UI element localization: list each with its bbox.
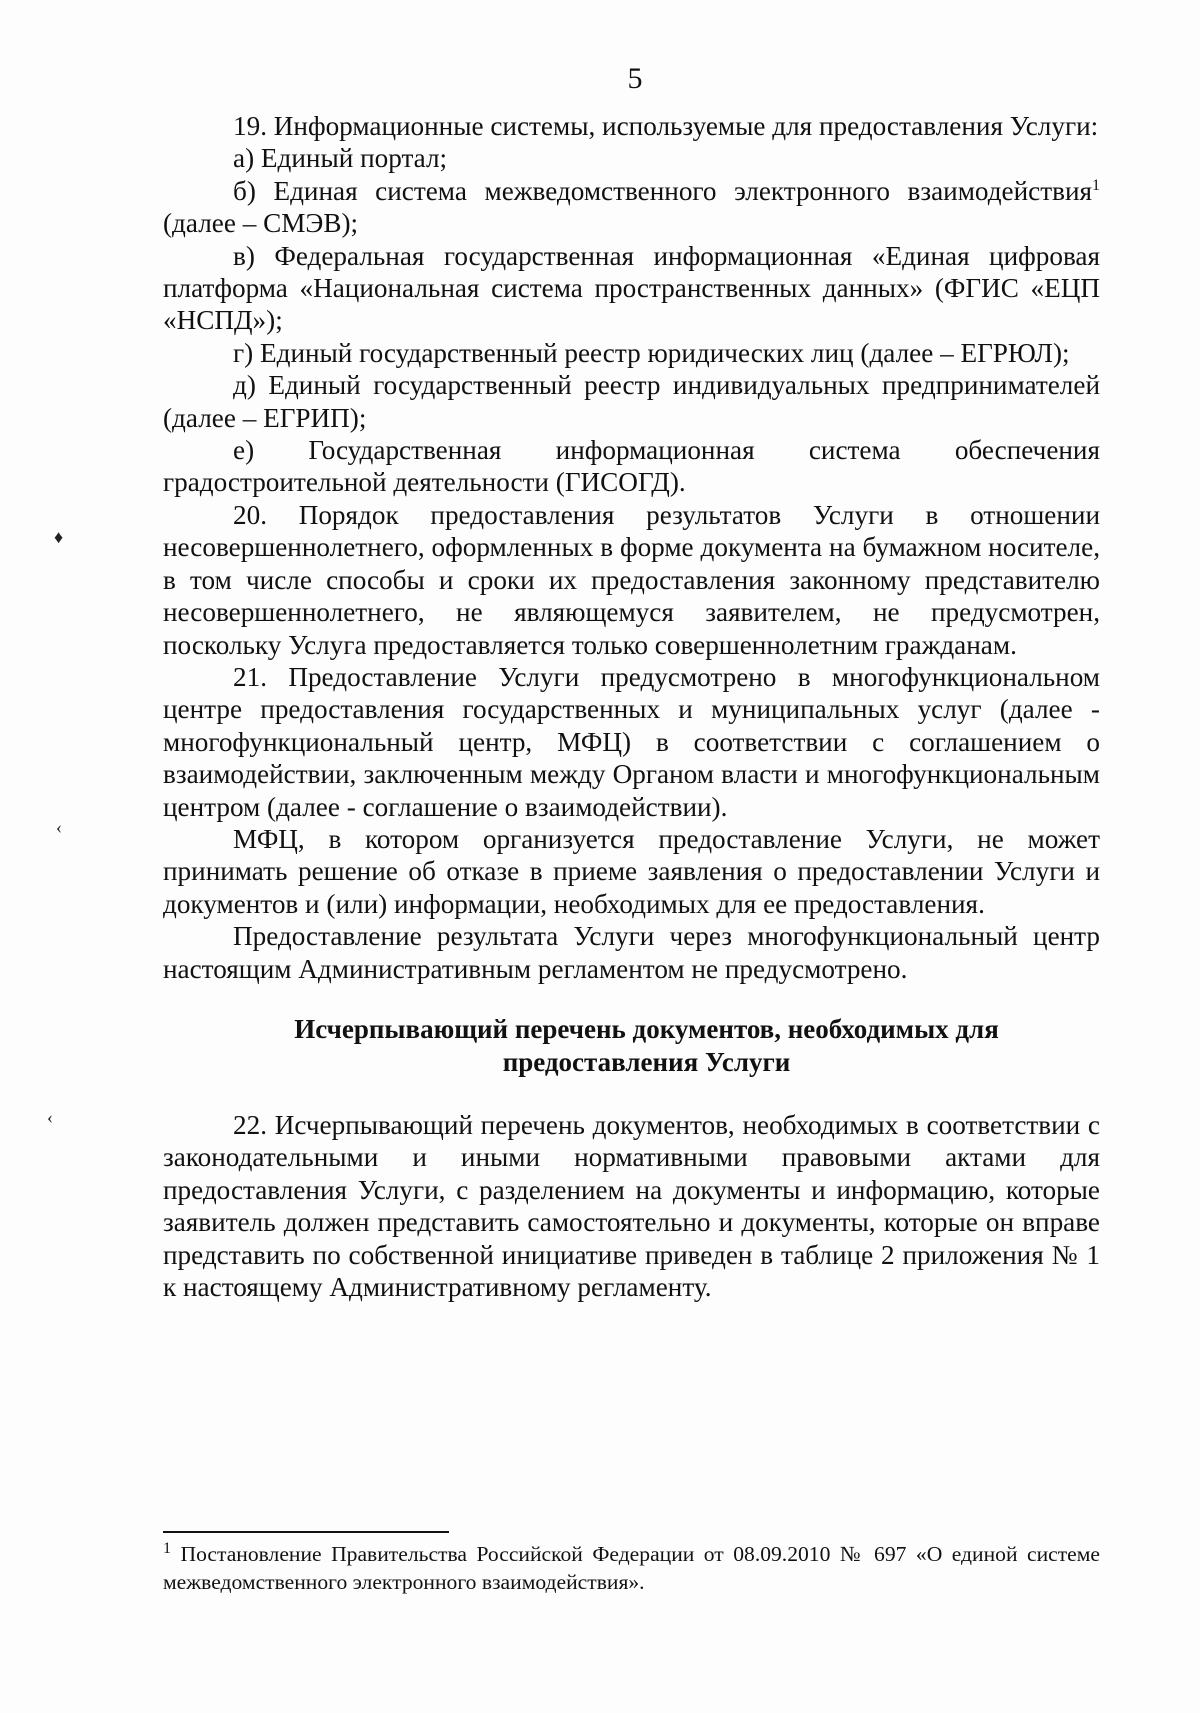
scan-mark: ♦ xyxy=(54,527,64,547)
paragraph-19: 19. Информационные системы, используемые для предоставления Услуги: xyxy=(233,111,1099,141)
list-item-b-text: б) Единая система межведомственного электронного взаимодействия xyxy=(233,175,1092,206)
list-item-a: а) Единый портал; xyxy=(233,143,448,174)
list-item-b xyxy=(163,175,1100,240)
document-body xyxy=(163,110,1100,1303)
section-heading-line-2: предоставления Услуги xyxy=(502,1046,791,1077)
page-number: 5 xyxy=(627,62,643,95)
scan-mark: ‹ xyxy=(47,1107,53,1127)
list-item-d: д) Единый государственный реестр индивидуальных предпринимателей (далее – ЕГРИП); xyxy=(163,370,1100,433)
footnote-reference: 1 xyxy=(1092,176,1100,194)
paragraph-20: 20. Порядок предоставления результатов Услуги в отношении несовершеннолетнего, оформленных в форме документа на бумажном носителе, в том числе способы и сроки их предоставления законному представителю несовершеннолетнего, не являющемуся заявителем, не предусмотрен, поскольку Услуга предоставляется только совершеннолетним гражданам. xyxy=(163,499,1100,660)
footnote-marker: 1 xyxy=(163,1539,171,1557)
footnote-separator xyxy=(163,1531,449,1533)
paragraph-result: Предоставление результата Услуги через многофункциональный центр настоящим Административным регламентом не предусмотрено. xyxy=(163,921,1100,984)
section-heading xyxy=(163,1013,1100,1079)
list-item-g: г) Единый государственный реестр юридических лиц (далее – ЕГРЮЛ); xyxy=(233,337,1070,368)
paragraph-mfc: МФЦ, в котором организуется предоставление Услуги, не может принимать решение об отказе в приеме заявления о предоставлении Услуги и документов и (или) информации, необходимых для ее предоставления. xyxy=(163,823,1100,919)
footnote-text: Постановление Правительства Российской Федерации от 08.09.2010 № 697 «О единой системе межведомственного электронного взаимодействия». xyxy=(163,1542,1100,1594)
list-item-b-abbreviation: (далее – СМЭВ); xyxy=(163,208,359,239)
list-item-v: в) Федеральная государственная информационная «Единая цифровая платформа «Национальная система пространственных данных» (ФГИС «ЕЦП «НСПД»); xyxy=(163,240,1100,336)
list-item-e: е) Государственная информационная система обеспечения градостроительной деятельности (ГИСОГД). xyxy=(163,435,1100,498)
paragraph-21: 21. Предоставление Услуги предусмотрено в многофункциональном центре предоставления государственных и муниципальных услуг (далее - многофункциональный центр, МФЦ) в соответствии с соглашением о взаимодействии, заключенным между Органом власти и многофункциональным центром (далее - соглашение о взаимодействии). xyxy=(163,661,1100,822)
section-heading-line-1: Исчерпывающий перечень документов, необходимых для xyxy=(294,1013,999,1044)
footnote xyxy=(163,1540,1100,1596)
scan-mark: ‹ xyxy=(56,817,62,837)
paragraph-22: 22. Исчерпывающий перечень документов, необходимых в соответствии с законодательными и иными нормативными правовыми актами для предоставления Услуги, с разделением на документы и информацию, которые заявитель должен представить самостоятельно и документы, которые он вправе представить по собственной инициативе приведен в таблице 2 приложения № 1 к настоящему Административному регламенту. xyxy=(163,1109,1100,1302)
